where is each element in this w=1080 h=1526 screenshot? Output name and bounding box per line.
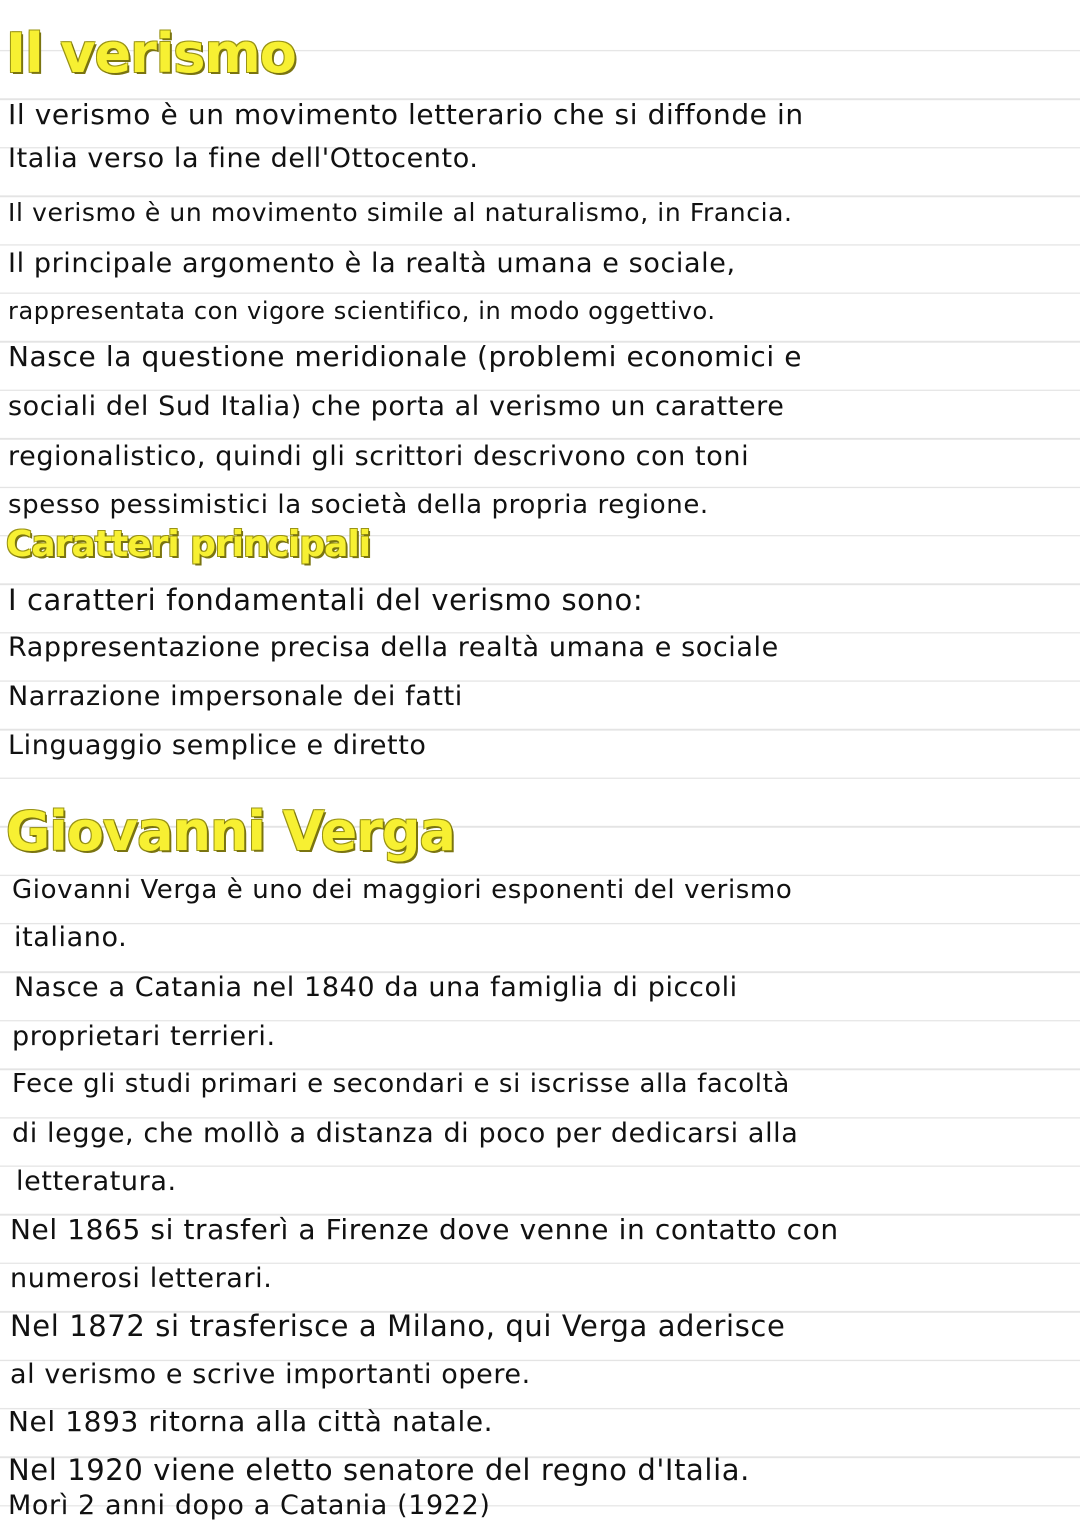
heading-caratteri-principali: Caratteri principali xyxy=(6,524,371,565)
text-line: Giovanni Verga è uno dei maggiori esponenti del verismo xyxy=(12,875,793,905)
text-line: italiano. xyxy=(14,922,128,953)
text-line: Nel 1920 viene eletto senatore del regno d'Italia. xyxy=(8,1453,750,1487)
text-line: letteratura. xyxy=(16,1166,177,1197)
text-line: sociali del Sud Italia) che porta al verismo un carattere xyxy=(8,391,785,422)
text-line: Nel 1872 si trasferisce a Milano, qui Verga aderisce xyxy=(10,1309,786,1343)
text-line: numerosi letterari. xyxy=(10,1263,273,1294)
text-line: Il verismo è un movimento simile al naturalismo, in Francia. xyxy=(8,198,793,227)
text-line: regionalistico, quindi gli scrittori descrivono con toni xyxy=(8,441,750,472)
text-line: al verismo e scrive importanti opere. xyxy=(10,1359,531,1390)
list-item: Narrazione impersonale dei fatti xyxy=(8,681,463,712)
text-line: Il verismo è un movimento letterario che si diffonde in xyxy=(8,98,804,131)
text-line: di legge, che mollò a distanza di poco per dedicarsi alla xyxy=(12,1118,799,1149)
text-line: Morì 2 anni dopo a Catania (1922) xyxy=(8,1490,491,1521)
list-item: Rappresentazione precisa della realtà umana e sociale xyxy=(8,632,779,663)
list-item: Linguaggio semplice e diretto xyxy=(8,730,427,761)
text-line: Il principale argomento è la realtà umana e sociale, xyxy=(8,248,736,279)
heading-giovanni-verga: Giovanni Verga xyxy=(6,800,455,863)
text-line: I caratteri fondamentali del verismo sono: xyxy=(8,583,644,617)
text-line: rappresentata con vigore scientifico, in modo oggettivo. xyxy=(8,297,716,325)
heading-verismo: Il verismo xyxy=(6,22,296,85)
text-line: Italia verso la fine dell'Ottocento. xyxy=(8,143,479,174)
text-line: Nasce a Catania nel 1840 da una famiglia di piccoli xyxy=(14,972,738,1003)
text-line: Nel 1865 si trasferì a Firenze dove venne in contatto con xyxy=(10,1213,839,1246)
text-line: Fece gli studi primari e secondari e si iscrisse alla facoltà xyxy=(12,1069,790,1099)
text-line: Nasce la questione meridionale (problemi economici e xyxy=(8,340,803,373)
text-line: proprietari terrieri. xyxy=(12,1021,276,1052)
text-line: spesso pessimistici la società della propria regione. xyxy=(8,490,709,520)
text-line: Nel 1893 ritorna alla città natale. xyxy=(8,1405,494,1438)
